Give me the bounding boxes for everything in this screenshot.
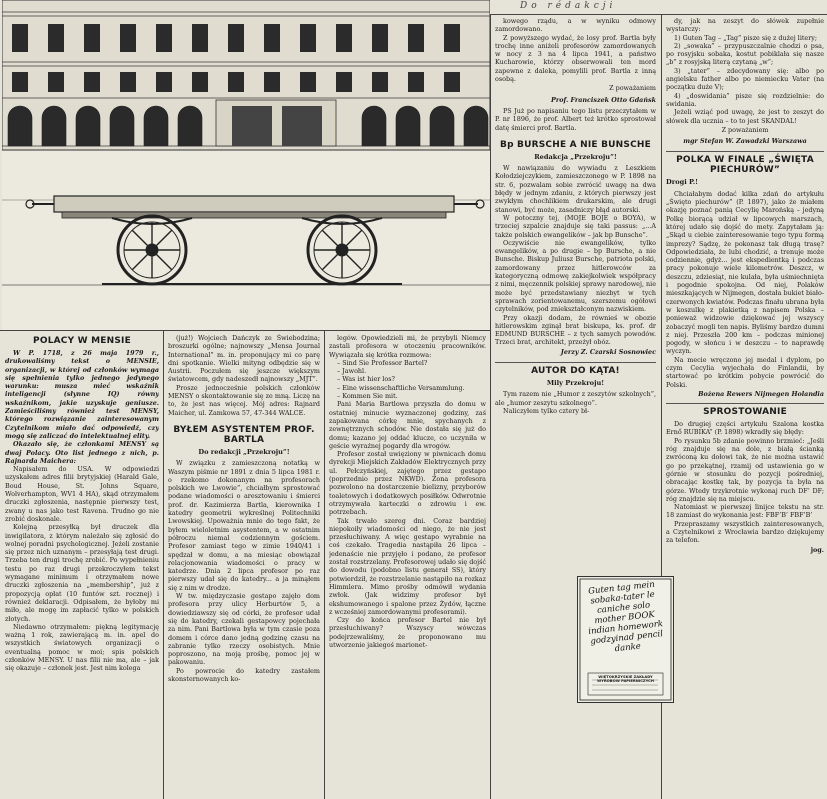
article-paragraph: Po rysunku 5b zdanie powinno brzmieć: „Jeśli róg znajduje się na dole, z białą ścianką zwróconą ku dołowi tak, że nie można ustawić go po przekątnej, rzamij od ustawienia go w górnie w stosunku do pozycji pośredniej, obracając kostkę tak, by pozycja ta była na górze. Wtedy trzykrotnie wykonaj ruch DF’ DF; róg znajdzie się na miejscu. [666, 436, 824, 503]
article-paragraph: Z powyższego wydać, że losy prof. Bartla były trochę inne aniżeli profesorów zamordowanych w nocy z 3 na 4 lipca 1941, a państwo Kucharowie, którzy obserwowali ten mord zapewne z daleka, pomylili prof. Bartla z inną osobą. [495, 33, 656, 84]
signature: Bożena Rewers Nijmegen Holandia [698, 389, 824, 398]
article-paragraph: Na mecie wręczono jej medal i dyplom, po czym Cecylia wyjechała do Finlandii, by startować po krótkim pobycie powrócić do Polski. [666, 355, 824, 389]
notebook-cover-illustration [577, 576, 674, 703]
article-paragraph: – Jawohl. [337, 367, 367, 376]
article-paragraph: Jeżeli wziąć pod uwagę, że jest to zeszyt do słówek dla ucznia – to to jest SKANDAL! [666, 108, 824, 125]
article-paragraph: Tym razem nie „Humor z zeszytów szkolnych”, ale „humor zeszytu szkolnego”. [495, 390, 656, 407]
article-paragraph: legów. Opowiedzieli mi, że przybyli Niemcy zastali profesora w otoczeniu pracowników. Wywiązała się krótka rozmowa: [329, 334, 486, 359]
article-paragraph: W potoczny tej, (MOJE BOJE o BOYA), w trzeciej szpalcie znajduje się taki passus: „...A także polskich ewangelików – jak bp Bunsche”. [495, 213, 656, 239]
page-header-strip [490, 0, 827, 14]
article-paragraph: Okazało się, że członkami MENSY są dwaj Polacy. Oto list jednego z nich, p. Rajnarda Maichera: [5, 440, 159, 465]
article-paragraph: Niedawno otrzymałem: piękną legitymację ważną 1 rok, zawierającą m. in. apel do wszystkich światowych organizacji o eventualną pomoc w moi; spis polskich członków MENSY. U nas filii nie ma, ale – jak się okazuje – członek jest. Jest nim kolega [5, 622, 159, 673]
article-paragraph: Prosze jednocześnie polskich członków MENSY o skontaktowanie się ze mną. Liczę na to, że jest nas więcej. Mój adres: Rajnard Maicher, ul. Zamkowa 57, 47-344 WALCE. [168, 383, 320, 417]
article-title: POLKA W FINALE „ŚWIĘTA PIECHURÓW” [666, 151, 824, 175]
article-paragraph: Przy okazji dodam, że równieś w obozie hitlerowskim zginął brat biskupa, ks. prof. dr EDMUND BURSCHE – z tych samych powodów. Trzeci brat, architekt, przeżył obóz. [495, 313, 656, 347]
article-paragraph: (już!) Wojciech Dańczyk ze Świebodzina; broszurki ogólne; najnowszy „Mensa Journal International” m. in. proponujący mi co parę dni spotkanie. Wielki mityng odbędzie się w Austrii. Poczułem się jeszcze większym światowcem, gdy nadeszedł najnowszy „MJT”. [168, 334, 320, 384]
article-title: BYŁEM ASYSTENTEM PROF. BARTLA [173, 424, 315, 445]
article-paragraph: W tw. międzyczasie gestapo zajęło dom profesora przy ulicy Herburtów 5, a dowiedziawszy się od córki, że profesor udał się do katedry, czekali gestapowcy pojechała za nim. Pani Bartlowa była w tym czasie poza domem i córce dano jedną godzinę czasu na zabranie tylko rzeczy osobistych. Mnie poproszono, na moją prośbę, pomoc jej w pakowaniu. [168, 592, 320, 667]
article-paragraph: dy, jak na zeszyt do słówek zupełnie wystarczy: [666, 17, 824, 34]
article-paragraph: Po powrocie do katedry zastałem skonsternowanych ko- [168, 666, 320, 683]
article-salutation: Redakcja „Przekroju”! [534, 152, 617, 161]
article-title: SPROSTOWANIE [666, 403, 824, 417]
article-paragraph: Chciałabym dodać kilka zdań do artykułu „Święto piechurów” (P. 1897), jako że miałem okazję poznać panią Cecylię Marońską – jedyną Polkę biorącą udział w lipcowych marszach, której udało się dojść do mety. Zapytałam ją: „Skąd u ciebie zainteresowanie tego typu formą imprezy? Sądzę, że pokonasz tak długą trasę? Odpowiedziała, że lubi chodzić, a trenuje może codziennie, gdyż... jest ekspedientką i podczas pracy pokonuje wiele kilometrów. Deszcz, w deszczu, zdziesiąt, nie kulała, była uśmiechnięta i pogodnie spokojna. Od niej, Polaków mieszkających w Nijmegen, dostała bukiet biało-czerwonych kwiatów. Podczas finału ubrana była w koszulkę z plakietką z napisem Polska – ponieważ widzowie dziękować jej wszyscy zobaczyć mogli ten napis. Byliśmy bardzo dumni z niej. Przeszła 200 km – podczas minionej pogody, w słońcu i w deszczu – to naprawdę wyczyn. [666, 189, 824, 356]
article-paragraph: – Kommen Sie mit. [337, 392, 398, 401]
article-paragraph: Pani Maria Bartlowa przyszła do domu w ostatniej minucie wyznaczonej godziny, zaś zapakowana córkę mnie, spychanych z zewnętrznych schodów. Nie dostała się już do domu; kazano jej oddać klucze, co uczyniła w geście wyraźnej pogardy dla wrogów. [329, 400, 486, 450]
article-column-3 [329, 334, 486, 799]
article-paragraph: Przepraszamy wszystkich zainteresowanych, a Czytelnikowi z Wrocławia bardzo dziękujemy za telefon. [666, 519, 824, 545]
article-paragraph: – Sind Sie Professor Bartel? [337, 358, 428, 367]
page-header-label: Do rédakcji [520, 1, 617, 11]
article-lead: W P. 1718, z 26 maja 1979 r., drukowaliśmy tekst o MENSIE, organizacji, w której od członków wymaga się spełnienia tylko jednego jedynego warunku: musza mieć wskaźnik inteligencji (słynne IQ) równy wskaźnikom, jakie uzyskuje geniusze. Zamieściliśmy również test MENSY, którego rozwiązanie zainteresowanym Czytelnikom miało dać odpowiedź, czy mogą się zaliczać do intelektualnej elity. [5, 349, 159, 440]
article-postscript: PS Już po napisaniu tego listu przeczytałem w P. nr 1896, że prof. Albert też krótko sprostował datę śmierci prof. Bartla. [495, 106, 656, 132]
article-salutation: Do redakcji „Przekroju”! [198, 447, 290, 456]
article-title: AUTOR DO KĄTA! [495, 362, 656, 376]
article-paragraph: 4) „doswidania” pisze się rozdzielnie: do swidania. [666, 91, 824, 108]
notebook-company: WIĘTOKRZYSKIE ZAKŁADY WYROBÓW PAPIERNICZYCH [597, 675, 654, 684]
building-and-wagon-illustration [2, 0, 490, 330]
signature-greeting: Z poważaniem [609, 84, 656, 93]
article-paragraph: Naliczyłem tylko cztery bł- [503, 406, 590, 415]
engraving-svg [2, 0, 490, 330]
article-paragraph: Czy do końca profesor Bartel nie był przesłuchiwany? Wszyscy wówczas podejrzewaliśmy, że proponowano mu utworzenie jakiegoś marionet- [329, 616, 486, 649]
article-column-2 [168, 334, 320, 799]
article-paragraph: Tak trwało szereg dni. Coraz bardziej niepokoiły wiadomości od niego, że nie jest przesłuchiwany. A więc gestapo wyrabnie na coś czekało. Tragedia nastąpiła 26 lipca – jedenaście nie przyjęło i podano, że profesor został rozstrzelany. Profesorowej udało się dojść do dowodu (podobno listu generał SS), który potwierdził, że rozstrzelanie nastąpiło na rozkaz Himmlera. Mimo prośby odmówił wydania zwłok. (Jak widzimy profesor był ekshumowanego i spalone przez Żydów, łączne z wcześniej zamordowanymi profesorami). [329, 516, 486, 616]
rule [0, 330, 490, 331]
signature: mgr Stefan W. Zawadzki Warszawa [683, 137, 807, 146]
article-paragraph: Napisałem do USA. W odpowiedzi uzyskałem adres filii brytyjskiej (Harald Gale, Boud House, St. Johns Square, Wolverhampton, WV1 4 HA), skąd otrzymałem druczki zgłoszenia, następnie pierwszy test, zwany u nas jako test Ravena. Trudno go nie zrobić doskonale. [5, 465, 159, 523]
article-salutation: Mily Przekroju! [546, 378, 605, 387]
article-paragraph: Natomiast w pierwszej linijce tekstu na str. 18 zamiast do wykonania jest: FBF’B’ FBF’B’ [666, 503, 824, 520]
rule [490, 14, 827, 15]
article-paragraph: W związku z zamieszczoną notatką w Waszym piśmie nr 1891 z dnia 5 lipca 1981 r. o rzekomo dokonanym na profesorach polskich we Lwowie”, chciałbym sprostować podane wiadomości o aresztowaniu i śmierci prof. dr. Kazimierza Bartla, kierownika I katedry geometrii wykreślnej Politechniki Lwowskiej. Upoważnia mnie do tego fakt, że byłem wieloletnim asystentem, a w ostatnim półroczu niemal codziennym gościem. Profesor zamiast tego w zimie 1940/41 i spędzał w domu, a na miesiąc obowiązał relacjonowania wiadomości o pracy w katedrze. Dnia 2 lipca profesor po raz pierwszy udał się do katedry... a ja minąłem się z nim w drodze. [168, 459, 320, 592]
article-paragraph: Kolejną przesyłką był druczek dla inwigilatora, z którym należało się zgłosić do wolnej poradni psychologicznej. Jeżeli zostanie się przez nich uznanym – przesyłają test drugi. Trzeba ten drugi trochę zrobić. Po wypełnieniu testu po raz drugi przekroczyłem tekst wymagane minimum i otrzymałem nowe druczki zgłoszenia na „membership”, już z propozycją opłat (10 funtów szt. rocznej) i również deklaracji. Odpisałem, że byłoby mi miło, ale mogę im zapłacić tylko w polskich złotych. [5, 523, 159, 623]
article-salutation: Drogi P.! [666, 178, 699, 187]
article-title: POLACY W MENSIE [33, 336, 131, 346]
article-paragraph: – Eine wissenschaftliche Versammlung. [337, 383, 465, 392]
article-paragraph: 1) Guten Tag – „Tag” pisze się z dużej litery; [674, 33, 818, 42]
signature-greeting: Z poważaniem [721, 125, 769, 134]
article-title: Bp BURSCHE A NIE BUNSCHE [500, 139, 651, 150]
article-paragraph: 2) „sowaka” – przypuszczalnie chodzi o psa, po rosyjsku sobaka, kostut pobiklała się nasze „b” z rosyjską literą czytaną „w”; [666, 41, 824, 67]
article-paragraph: Do drugiej części artykułu Szalona kostka Ernő RUBIKA” (P. 1898) wkradły się błędy: [666, 420, 824, 437]
article-column-4 [495, 17, 656, 577]
notebook-handwriting: Guten tag mein sobaka-tater le caniche solo mother BOOK indian homework godzyinad pencil danke [587, 579, 664, 655]
article-polacy-w-mensie [5, 334, 159, 799]
column-rule [163, 330, 164, 799]
signature: Jerzy Z. Czarski Sosnowiec [560, 347, 656, 356]
article-column-5 [666, 17, 824, 799]
article-paragraph: 3) „tater” – zdecydowany się: albo po angielsku father albo po niemiecku Vater (na początku duże V); [666, 66, 824, 92]
article-paragraph: kowego rządu, a w wyniku odmowy zamordowano. [495, 17, 656, 34]
article-paragraph: Oczywiście nie ewangelików, tylko ewangelików, a po drugie – bp Bursche, a nie Bunsche. Biskup Juliusz Bursche, patriota polski, zamordowany przez hitlerowców za kategoryczną odmowę zakiejkolwiek współpracy z nimi, męczennik polskiej sprawy narodowej, nie może być przedstawiany niezbyt w tych sprawach zorientowanemu, szerszemu ogółowi czytelników, pod zniekształconym nazwiskiem. [495, 238, 656, 314]
column-rule [490, 0, 491, 799]
article-paragraph: – Was ist hier los? [337, 375, 395, 384]
signature: jog. [810, 545, 824, 554]
column-rule [324, 330, 325, 799]
signature: Prof. Franciszek Otto Gdańsk [551, 95, 656, 104]
article-paragraph: W nawiązaniu do wywiadu z Leszkiem Kołodziejczykiem, zamieszczonego w P. 1898 na str. 6, pozwalam sobie zwrócić uwagę na dwa błędy w jednym zdaniu, z których pierwszy jest zwykłym chochlikiem drukarskim, ale drugi stanowi, być może, zasadniczy błąd autorski. [495, 164, 656, 214]
article-paragraph: Profesor został uwięziony w piwnicach domu dyrekcji Miejskich Zakładów Elektrycznych przy ul. Pełczyńskiej, zajętego przez gestapo (poprzednio przez NKWD). Żona profesora pozwolono na dostarczenie bielizny, przyborów toaletowych i dodatkowych posiłków. Odwrotnie otrzymywała karteczki o zdrowiu i ew. potrzebach. [329, 450, 486, 517]
